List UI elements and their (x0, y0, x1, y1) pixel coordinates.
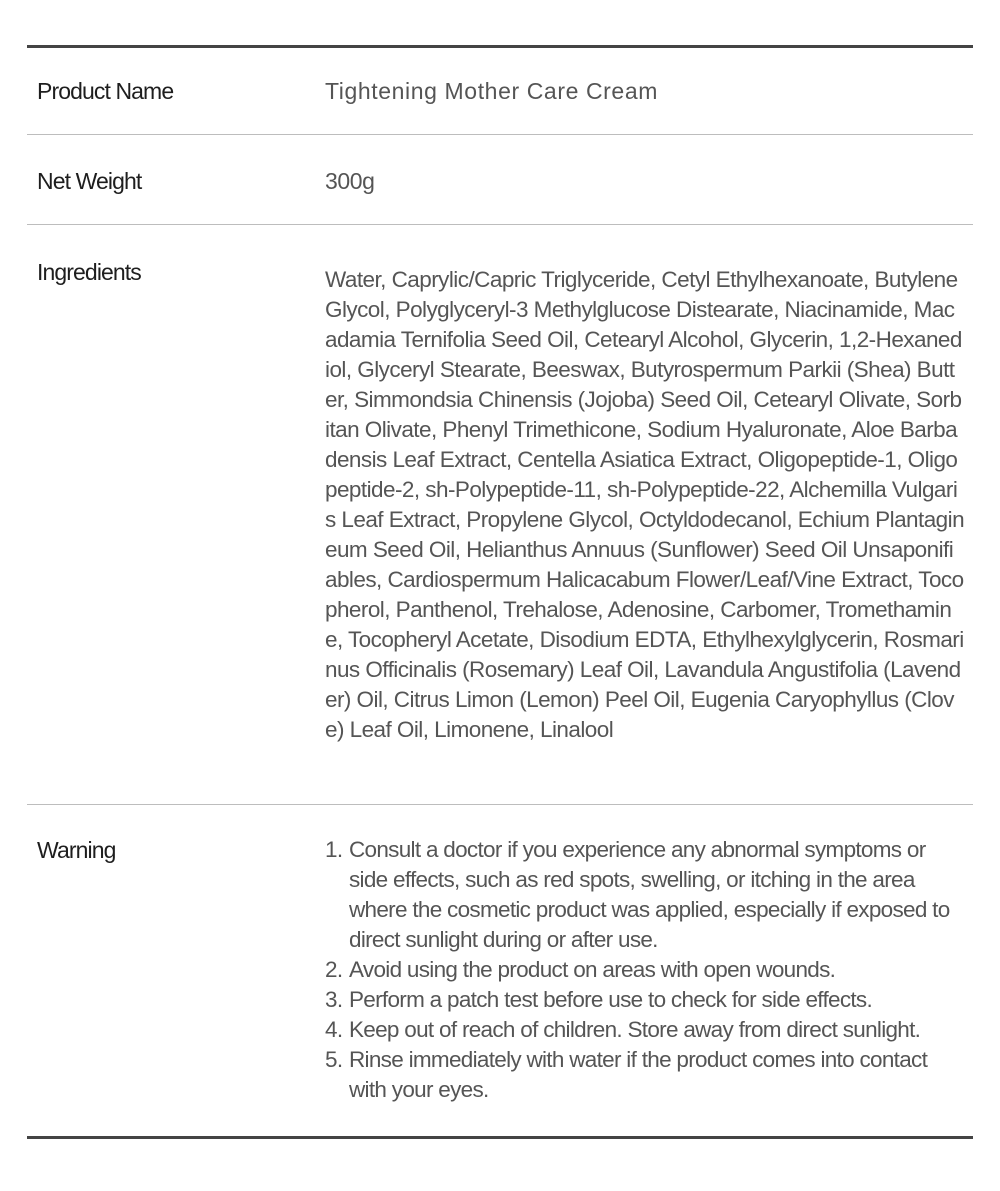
warning-item-number: 1. (325, 837, 343, 862)
warning-list (325, 835, 965, 1105)
net-weight-label: Net Weight (37, 168, 142, 194)
product-spec-table (27, 45, 973, 1139)
product-name-row (27, 48, 973, 135)
ingredients-row (27, 225, 973, 805)
product-name-value: Tightening Mother Care Cream (325, 78, 658, 104)
ingredients-value: Water, Caprylic/Capric Triglyceride, Cetyl Ethylhexanoate, Butylene Glycol, Polyglyceryl-3 Methylglucose Distearate, Niacinamide, Macadamia Ternifolia Seed Oil, Cetearyl Alcohol, Glycerin, 1,2-Hexanediol, Glyceryl Stearate, Beeswax, Butyrospermum Parkii (Shea) Butter, Simmondsia Chinensis (Jojoba) Seed Oil, Cetearyl Olivate, Sorbitan Olivate, Phenyl Trimethicone, Sodium Hyaluronate, Aloe Barbadensis Leaf Extract, Centella Asiatica Extract, Oligopeptide-1, Oligopeptide-2, sh-Polypeptide-11, sh-Polypeptide-22, Alchemilla Vulgaris Leaf Extract, Propylene Glycol, Octyldodecanol, Echium Plantagineum Seed Oil, Helianthus Annuus (Sunflower) Seed Oil Unsaponifiables, Cardiospermum Halicacabum Flower/Leaf/Vine Extract, Tocopherol, Panthenol, Trehalose, Adenosine, Carbomer, Tromethamine, Tocopheryl Acetate, Disodium EDTA, Ethylhexylglycerin, Rosmarinus Officinalis (Rosemary) Leaf Oil, Lavandula Angustifolia (Lavender) Oil, Citrus Limon (Lemon) Peel Oil, Eugenia Caryophyllus (Clove) Leaf Oil, Limonene, Linalool (325, 267, 965, 742)
net-weight-row (27, 135, 973, 225)
warning-item-number: 2. (325, 957, 343, 982)
warning-row (27, 805, 973, 1136)
warning-item-text: Rinse immediately with water if the product comes into contact with your eyes. (349, 1047, 928, 1102)
warning-item-text: Keep out of reach of children. Store away from direct sunlight. (349, 1017, 921, 1042)
warning-item-number: 5. (325, 1047, 343, 1072)
net-weight-value: 300g (325, 168, 375, 194)
ingredients-label: Ingredients (37, 259, 141, 285)
warning-item-text: Avoid using the product on areas with open wounds. (349, 957, 836, 982)
warning-item-number: 3. (325, 987, 343, 1012)
warning-item-text: Consult a doctor if you experience any abnormal symptoms or side effects, such as red spots, swelling, or itching in the area where the cosmetic product was applied, especially if exposed to direct sunlight during or after use. (349, 837, 950, 952)
warning-item (325, 1045, 965, 1105)
warning-item-text: Perform a patch test before use to check for side effects. (349, 987, 873, 1012)
product-name-label: Product Name (37, 78, 174, 104)
warning-item-number: 4. (325, 1017, 343, 1042)
warning-item (325, 1015, 965, 1045)
warning-item (325, 955, 965, 985)
warning-item (325, 985, 965, 1015)
warning-item (325, 835, 965, 955)
warning-label: Warning (37, 837, 116, 863)
